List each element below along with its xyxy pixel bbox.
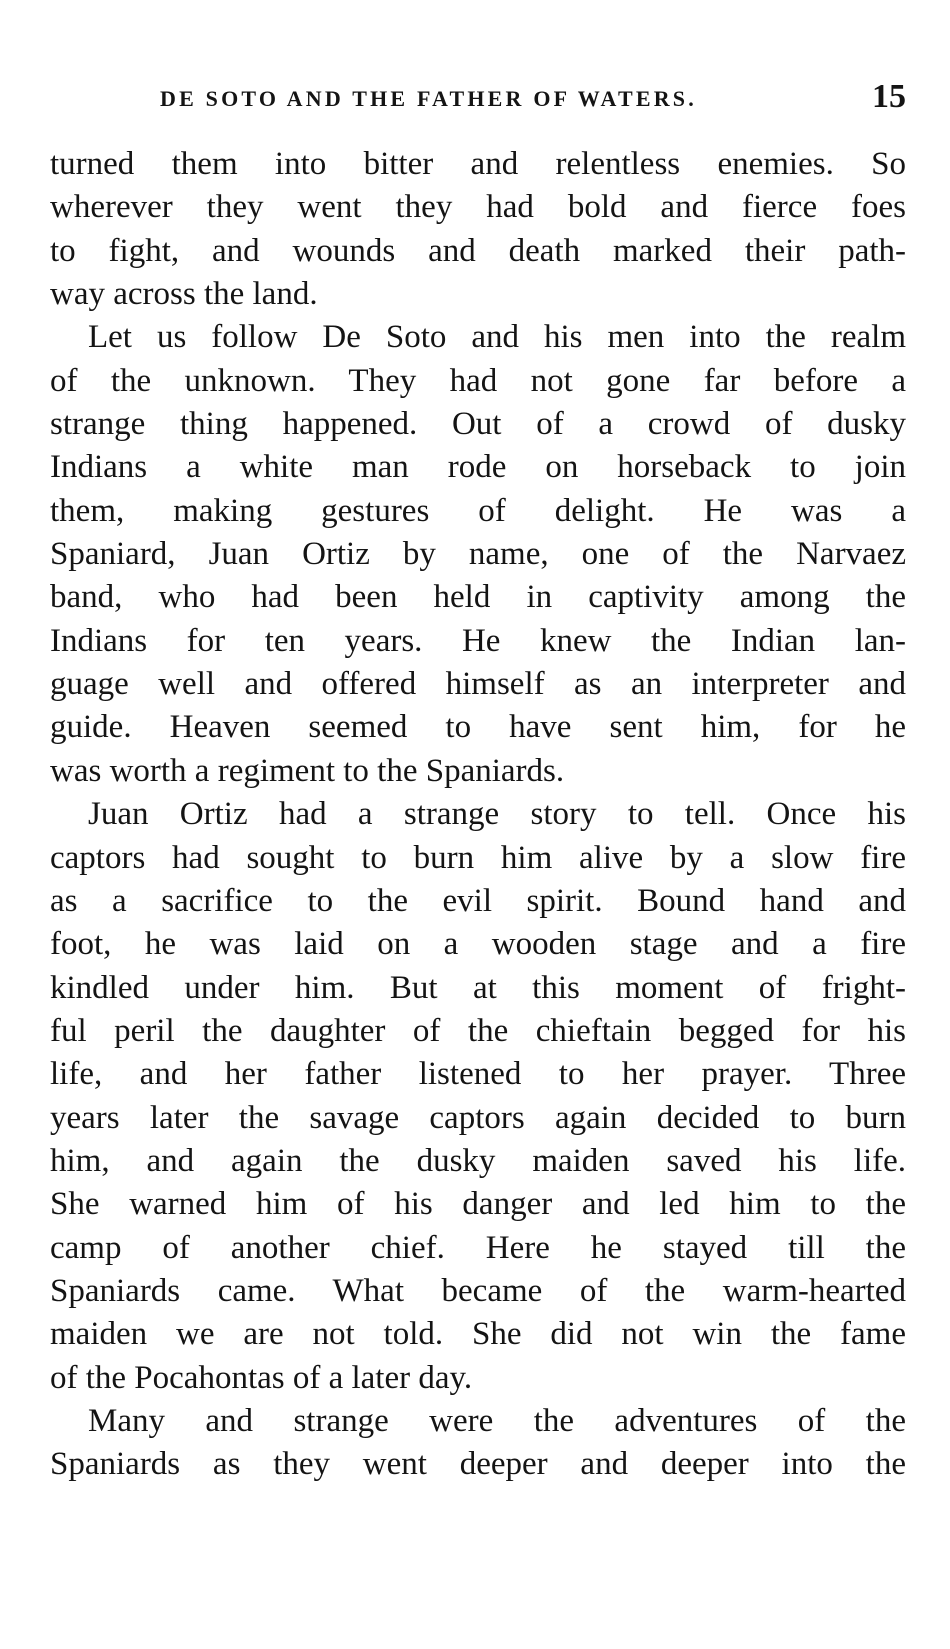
text-line: Let us follow De Soto and his men into the realm [88,319,906,356]
text-line: years later the savage captors again decided to burn [50,1099,906,1136]
text-line: guide. Heaven seemed to have sent him, for he [50,709,906,746]
text-line: She warned him of his danger and led him to the [50,1186,906,1223]
text-line: captors had sought to burn him alive by a slow fire [50,839,906,876]
text-line: them, making gestures of delight. He was a [50,492,906,529]
text-line: as a sacrifice to the evil spirit. Bound hand and [50,882,906,919]
text-line: band, who had been held in captivity among the [50,579,906,616]
text-line: camp of another chief. Here he stayed till the [50,1229,906,1266]
body-text [50,143,906,1487]
text-line: life, and her father listened to her prayer. Three [50,1056,906,1093]
text-line: way across the land. [50,276,318,313]
text-line: guage well and offered himself as an interpreter and [50,666,906,703]
text-line: strange thing happened. Out of a crowd of dusky [50,406,906,443]
text-line: wherever they went they had bold and fierce foes [50,189,906,226]
text-line: was worth a regiment to the Spaniards. [50,752,565,789]
text-line: turned them into bitter and relentless enemies. So [50,146,906,182]
text-line: foot, he was laid on a wooden stage and a fire [50,926,906,963]
running-head [50,78,906,118]
text-line: kindled under him. But at this moment of fright- [50,969,906,1006]
text-line: of the unknown. They had not gone far before a [50,362,906,399]
page-number: 15 [872,78,906,115]
text-line: Spaniards came. What became of the warm-hearted [50,1272,906,1309]
text-line: Indians for ten years. He knew the Indian lan- [50,622,906,659]
text-line: Many and strange were the adventures of the [88,1402,906,1439]
text-line: Juan Ortiz had a strange story to tell. Once his [88,796,906,833]
text-line: of the Pocahontas of a later day. [50,1359,473,1396]
text-line: Spaniard, Juan Ortiz by name, one of the Narvaez [50,536,906,573]
text-line: maiden we are not told. She did not win the fame [50,1316,906,1353]
text-line: him, and again the dusky maiden saved his life. [50,1142,906,1179]
text-line: Indians a white man rode on horseback to join [50,449,906,486]
text-line: to fight, and wounds and death marked their path- [50,232,906,269]
text-line: ful peril the daughter of the chieftain begged for his [50,1012,906,1049]
text-line: Spaniards as they went deeper and deeper into the [50,1446,906,1483]
running-head-title: DE SOTO AND THE FATHER OF WATERS. [160,86,697,111]
